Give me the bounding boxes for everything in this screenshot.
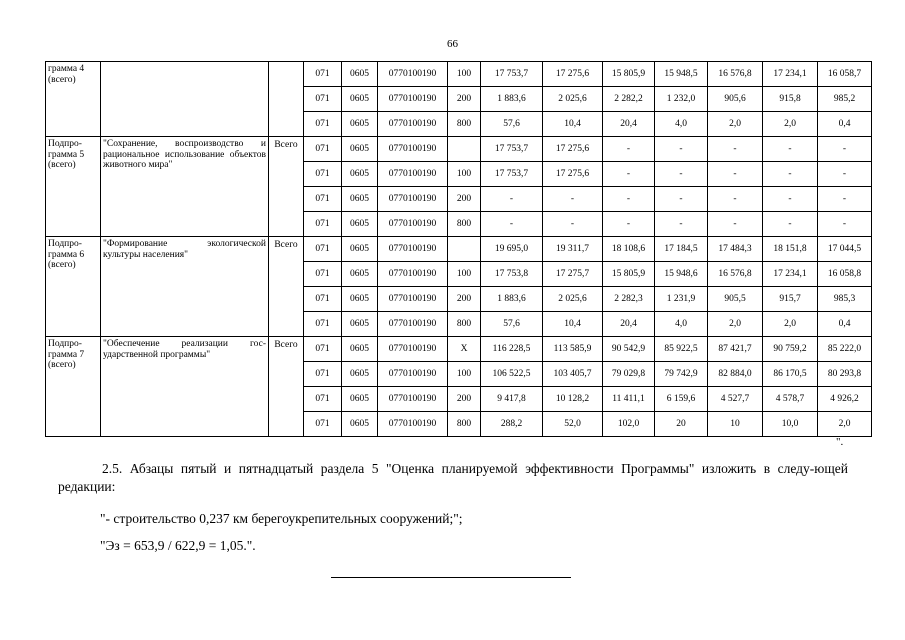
table-cell: 0,4 bbox=[818, 312, 872, 337]
total-label-cell bbox=[269, 62, 304, 137]
table-cell: 800 bbox=[448, 212, 481, 237]
table-cell: 071 bbox=[304, 387, 342, 412]
table-cell: 0605 bbox=[342, 112, 378, 137]
table-cell: 071 bbox=[304, 137, 342, 162]
table-cell: 82 884,0 bbox=[708, 362, 763, 387]
table-cell: 85 922,5 bbox=[655, 337, 708, 362]
table-cell: 915,8 bbox=[763, 87, 818, 112]
subprogram-name-cell: Подпро-грамма 5 (всего) bbox=[46, 137, 101, 237]
table-cell: 0605 bbox=[342, 187, 378, 212]
table-cell: 915,7 bbox=[763, 287, 818, 312]
table-cell: - bbox=[708, 187, 763, 212]
table-row bbox=[46, 237, 872, 262]
table-cell: 17 753,7 bbox=[481, 137, 543, 162]
table-row bbox=[46, 337, 872, 362]
table-cell: 17 753,7 bbox=[481, 162, 543, 187]
table-cell: - bbox=[543, 187, 603, 212]
table-cell: 17 234,1 bbox=[763, 62, 818, 87]
table-cell: 0605 bbox=[342, 412, 378, 437]
quoted-line-efficiency-formula: "Эз = 653,9 / 622,9 = 1,05.". bbox=[100, 538, 256, 553]
table-cell: 200 bbox=[448, 287, 481, 312]
table-cell: 17 275,6 bbox=[543, 137, 603, 162]
table-cell: - bbox=[763, 162, 818, 187]
table-cell: 071 bbox=[304, 112, 342, 137]
table-cell: 17 184,5 bbox=[655, 237, 708, 262]
table-cell: 0770100190 bbox=[378, 387, 448, 412]
table-cell: 0605 bbox=[342, 62, 378, 87]
table-cell: - bbox=[708, 212, 763, 237]
table-cell: 071 bbox=[304, 87, 342, 112]
table-cell: 79 742,9 bbox=[655, 362, 708, 387]
table-cell: 071 bbox=[304, 212, 342, 237]
table-cell: 1 231,9 bbox=[655, 287, 708, 312]
table-cell: 0770100190 bbox=[378, 337, 448, 362]
budget-table bbox=[45, 61, 872, 437]
table-cell: 288,2 bbox=[481, 412, 543, 437]
table-cell: 0770100190 bbox=[378, 287, 448, 312]
table-cell: 90 542,9 bbox=[603, 337, 655, 362]
table-cell: 79 029,8 bbox=[603, 362, 655, 387]
table-cell: 071 bbox=[304, 237, 342, 262]
table-cell: 2 025,6 bbox=[543, 87, 603, 112]
table-cell: 0770100190 bbox=[378, 162, 448, 187]
table-cell: 17 275,6 bbox=[543, 162, 603, 187]
table-cell: 106 522,5 bbox=[481, 362, 543, 387]
table-cell: - bbox=[818, 187, 872, 212]
table-cell: 10,0 bbox=[763, 412, 818, 437]
table-cell: 15 948,5 bbox=[655, 62, 708, 87]
table-cell: 0770100190 bbox=[378, 362, 448, 387]
table-cell: - bbox=[655, 187, 708, 212]
table-cell: 103 405,7 bbox=[543, 362, 603, 387]
table-cell: 80 293,8 bbox=[818, 362, 872, 387]
table-row bbox=[46, 62, 872, 87]
table-cell: 4 926,2 bbox=[818, 387, 872, 412]
subprogram-title-cell: "Обеспечение реализации гос-ударственной программы" bbox=[101, 337, 269, 437]
table-cell: 200 bbox=[448, 87, 481, 112]
table-cell: 071 bbox=[304, 262, 342, 287]
table-cell: 57,6 bbox=[481, 312, 543, 337]
table-cell: - bbox=[818, 212, 872, 237]
table-cell: 20,4 bbox=[603, 112, 655, 137]
table-cell: - bbox=[655, 162, 708, 187]
table-cell: - bbox=[655, 137, 708, 162]
table-cell: 18 108,6 bbox=[603, 237, 655, 262]
table-cell: 0605 bbox=[342, 162, 378, 187]
table-cell: 10,4 bbox=[543, 312, 603, 337]
table-cell: 19 311,7 bbox=[543, 237, 603, 262]
table-cell: 905,5 bbox=[708, 287, 763, 312]
table-cell: 85 222,0 bbox=[818, 337, 872, 362]
table-cell bbox=[448, 237, 481, 262]
table-cell: 100 bbox=[448, 62, 481, 87]
subprogram-title-cell bbox=[101, 62, 269, 137]
closing-divider-line bbox=[331, 577, 571, 578]
table-end-quote: ". bbox=[836, 436, 844, 448]
table-cell: 4 578,7 bbox=[763, 387, 818, 412]
table-cell: 15 948,6 bbox=[655, 262, 708, 287]
total-label-cell: Всего bbox=[269, 337, 304, 437]
table-cell: 0770100190 bbox=[378, 137, 448, 162]
page-number: 66 bbox=[447, 38, 458, 50]
table-cell: 17 275,7 bbox=[543, 262, 603, 287]
table-cell: 2 282,3 bbox=[603, 287, 655, 312]
table-cell: 0605 bbox=[342, 87, 378, 112]
table-cell: 9 417,8 bbox=[481, 387, 543, 412]
table-cell: 20,4 bbox=[603, 312, 655, 337]
table-cell: 17 275,6 bbox=[543, 62, 603, 87]
table-cell: 0605 bbox=[342, 212, 378, 237]
quoted-line-construction: "- строительство 0,237 км берегоукрепительных сооружений;"; bbox=[100, 511, 463, 526]
table-cell: - bbox=[763, 187, 818, 212]
table-cell: 0605 bbox=[342, 312, 378, 337]
table-cell: 17 234,1 bbox=[763, 262, 818, 287]
table-cell: 0605 bbox=[342, 137, 378, 162]
table-cell: 20 bbox=[655, 412, 708, 437]
table-cell: 17 044,5 bbox=[818, 237, 872, 262]
table-cell: 16 058,8 bbox=[818, 262, 872, 287]
table-cell: 52,0 bbox=[543, 412, 603, 437]
table-cell: 2,0 bbox=[818, 412, 872, 437]
table-cell: 16 058,7 bbox=[818, 62, 872, 87]
table-cell: 071 bbox=[304, 162, 342, 187]
table-cell: 071 bbox=[304, 337, 342, 362]
table-cell: 071 bbox=[304, 187, 342, 212]
subprogram-name-cell: Подпро-грамма 7 (всего) bbox=[46, 337, 101, 437]
table-cell: 985,2 bbox=[818, 87, 872, 112]
table-cell: 0770100190 bbox=[378, 262, 448, 287]
table-cell: 0770100190 bbox=[378, 112, 448, 137]
table-cell: 0605 bbox=[342, 237, 378, 262]
table-cell: 57,6 bbox=[481, 112, 543, 137]
table-cell: - bbox=[543, 212, 603, 237]
table-cell: 10,4 bbox=[543, 112, 603, 137]
table-cell: - bbox=[603, 212, 655, 237]
table-cell: - bbox=[763, 137, 818, 162]
table-cell: 10 bbox=[708, 412, 763, 437]
table-cell: 87 421,7 bbox=[708, 337, 763, 362]
table-cell: 15 805,9 bbox=[603, 62, 655, 87]
table-cell: 2 282,2 bbox=[603, 87, 655, 112]
table-cell: - bbox=[818, 162, 872, 187]
table-cell: 2,0 bbox=[763, 112, 818, 137]
table-cell: - bbox=[481, 187, 543, 212]
table-cell: 10 128,2 bbox=[543, 387, 603, 412]
subprogram-name-cell: грамма 4 (всего) bbox=[46, 62, 101, 137]
table-cell: 905,6 bbox=[708, 87, 763, 112]
table-cell: 18 151,8 bbox=[763, 237, 818, 262]
table-cell: - bbox=[481, 212, 543, 237]
total-label-cell: Всего bbox=[269, 237, 304, 337]
table-cell: 0605 bbox=[342, 287, 378, 312]
table-cell: - bbox=[708, 137, 763, 162]
table-cell: 200 bbox=[448, 187, 481, 212]
table-cell: 0770100190 bbox=[378, 237, 448, 262]
table-cell: - bbox=[655, 212, 708, 237]
table-cell: 16 576,8 bbox=[708, 62, 763, 87]
table-cell: 4 527,7 bbox=[708, 387, 763, 412]
table-cell: 071 bbox=[304, 312, 342, 337]
table-cell: 071 bbox=[304, 362, 342, 387]
subprogram-name-cell: Подпро-грамма 6 (всего) bbox=[46, 237, 101, 337]
table-cell: 0770100190 bbox=[378, 87, 448, 112]
table-cell: 985,3 bbox=[818, 287, 872, 312]
table-cell: 90 759,2 bbox=[763, 337, 818, 362]
table-cell: 800 bbox=[448, 412, 481, 437]
table-cell: 100 bbox=[448, 362, 481, 387]
table-cell: 800 bbox=[448, 312, 481, 337]
table-cell: - bbox=[763, 212, 818, 237]
table-cell: 4,0 bbox=[655, 312, 708, 337]
table-cell: 0770100190 bbox=[378, 412, 448, 437]
table-cell: 17 484,3 bbox=[708, 237, 763, 262]
table-cell: 19 695,0 bbox=[481, 237, 543, 262]
table-cell: 15 805,9 bbox=[603, 262, 655, 287]
table-cell: 4,0 bbox=[655, 112, 708, 137]
table-cell: - bbox=[603, 137, 655, 162]
table-cell: 0605 bbox=[342, 387, 378, 412]
table-cell: 2,0 bbox=[708, 112, 763, 137]
table-cell: 0605 bbox=[342, 262, 378, 287]
table-cell: 100 bbox=[448, 162, 481, 187]
table-row bbox=[46, 137, 872, 162]
table-cell: 6 159,6 bbox=[655, 387, 708, 412]
table-cell: 11 411,1 bbox=[603, 387, 655, 412]
table-cell: 0770100190 bbox=[378, 312, 448, 337]
table-cell: 1 883,6 bbox=[481, 87, 543, 112]
total-label-cell: Всего bbox=[269, 137, 304, 237]
table-cell: 2,0 bbox=[708, 312, 763, 337]
table-cell: 800 bbox=[448, 112, 481, 137]
table-cell bbox=[448, 137, 481, 162]
table-cell: 0,4 bbox=[818, 112, 872, 137]
table-cell: 2 025,6 bbox=[543, 287, 603, 312]
table-cell: 116 228,5 bbox=[481, 337, 543, 362]
table-cell: 100 bbox=[448, 262, 481, 287]
table-cell: - bbox=[818, 137, 872, 162]
table-cell: 0605 bbox=[342, 337, 378, 362]
amendment-paragraph: 2.5. Абзацы пятый и пятнадцатый раздела 5 "Оценка планируемой эффективности Программы" изложить в следу-ющей редакции: bbox=[58, 461, 848, 494]
table-cell: 1 232,0 bbox=[655, 87, 708, 112]
subprogram-title-cell: "Сохранение, воспроизводство и рациональное использование объектов животного мира" bbox=[101, 137, 269, 237]
table-cell: 0770100190 bbox=[378, 62, 448, 87]
table-cell: 17 753,7 bbox=[481, 62, 543, 87]
table-cell: 2,0 bbox=[763, 312, 818, 337]
table-cell: - bbox=[603, 162, 655, 187]
table-cell: 200 bbox=[448, 387, 481, 412]
table-cell: 1 883,6 bbox=[481, 287, 543, 312]
table-cell: 113 585,9 bbox=[543, 337, 603, 362]
table-cell: 0770100190 bbox=[378, 187, 448, 212]
table-cell: - bbox=[708, 162, 763, 187]
table-cell: 071 bbox=[304, 412, 342, 437]
table-cell: Х bbox=[448, 337, 481, 362]
subprogram-title-cell: "Формирование экологической культуры населения" bbox=[101, 237, 269, 337]
table-cell: - bbox=[603, 187, 655, 212]
table-cell: 071 bbox=[304, 62, 342, 87]
table-cell: 86 170,5 bbox=[763, 362, 818, 387]
table-cell: 0770100190 bbox=[378, 212, 448, 237]
table-cell: 0605 bbox=[342, 362, 378, 387]
table-cell: 071 bbox=[304, 287, 342, 312]
table-cell: 102,0 bbox=[603, 412, 655, 437]
table-cell: 17 753,8 bbox=[481, 262, 543, 287]
table-cell: 16 576,8 bbox=[708, 262, 763, 287]
